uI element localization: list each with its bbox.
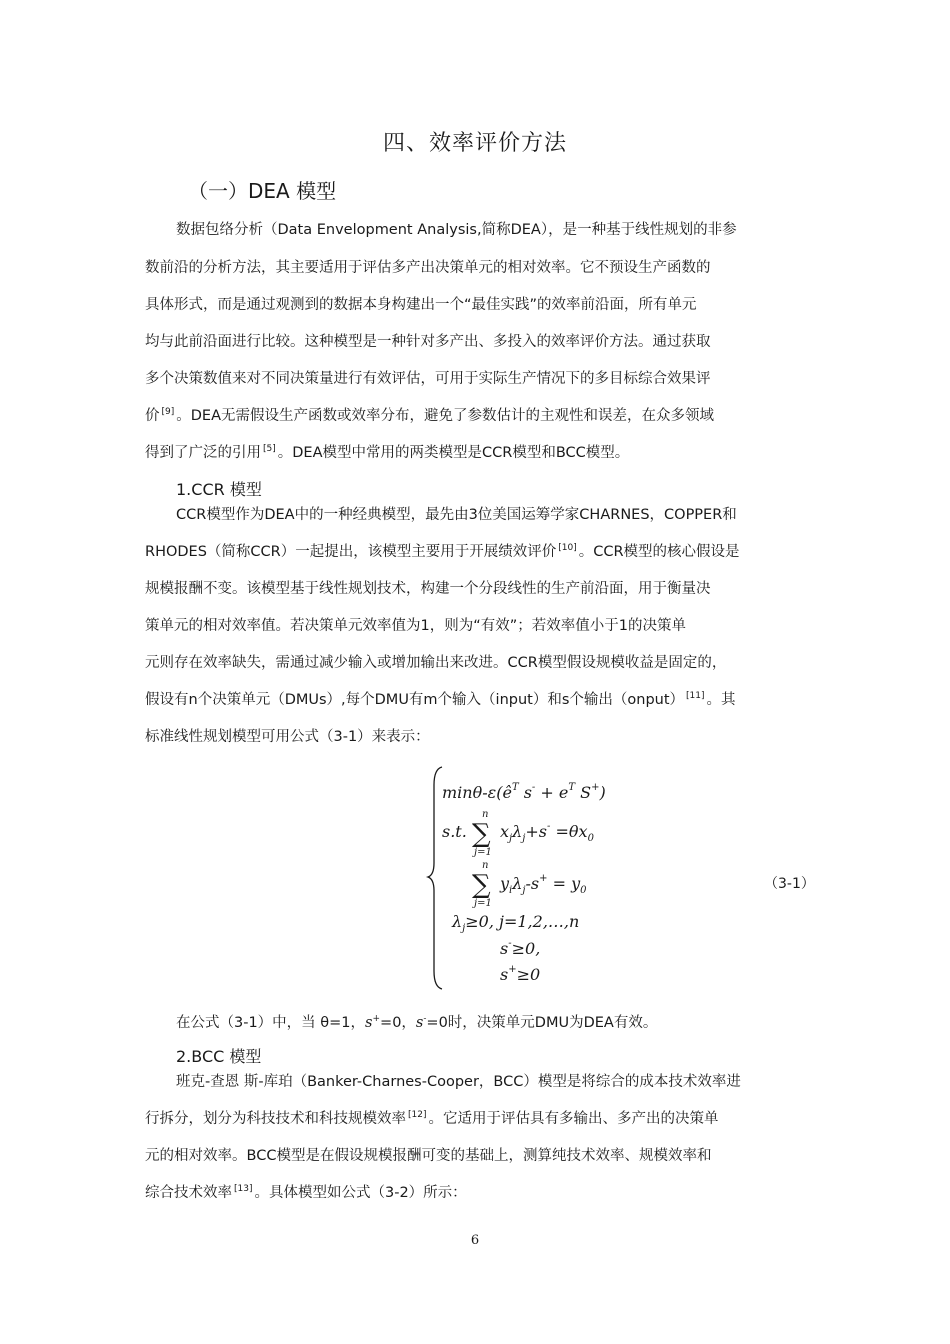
formula-3-1 bbox=[428, 765, 648, 995]
paragraph-line: 策单元的相对效率值。若决策单元效率值为1，则为“有效”；若效率值小于1的决策单 bbox=[145, 618, 686, 634]
paragraph-line: 多个决策数值来对不同决策量进行有效评估，可用于实际生产情况下的多目标综合效果评 bbox=[145, 371, 711, 387]
paragraph-line: 价 [9] 。DEA无需假设生产函数或效率分布，避免了参数估计的主观性和误差，在众多领域 bbox=[145, 407, 714, 424]
citation: [11] bbox=[686, 691, 705, 701]
svg-text:n: n bbox=[482, 809, 489, 820]
sum-symbol: ∑ bbox=[472, 870, 491, 900]
svg-text:j=1: j=1 bbox=[474, 847, 492, 858]
subsection-heading: 1.CCR 模型 bbox=[176, 480, 262, 499]
formula-brace bbox=[428, 767, 442, 989]
paragraph-line: 班克-查恩 斯-库珀（Banker-Charnes-Cooper，BCC）模型是将综合的成本技术效率进 bbox=[176, 1074, 741, 1090]
page-number: 6 bbox=[470, 1233, 480, 1248]
paragraph-line: 在公式（3-1）中，当 θ=1，s+=0，s-=0时，决策单元DMU为DEA有效。 bbox=[176, 1014, 658, 1031]
paragraph-line: 数据包络分析（Data Envelopment Analysis,简称DEA），是一种基于线性规划的非参 bbox=[176, 222, 737, 238]
formula-constraint-4: s-≥0, bbox=[500, 938, 541, 958]
svg-text:j=1: j=1 bbox=[474, 898, 492, 909]
paragraph-line: 标准线性规划模型可用公式（3-1）来表示： bbox=[145, 729, 430, 745]
formula-constraint-3: $\lambda_j\ge 0$, j=1,2,…,n bbox=[452, 912, 580, 934]
paragraph-line: 行拆分，划分为科技技术和科技规模效率 [12] 。它适用于评估具有多输出、多产出的决策单 bbox=[145, 1110, 719, 1127]
svg-text:n: n bbox=[482, 860, 489, 871]
equation-number: （3-1） bbox=[764, 876, 815, 892]
paragraph-line: 均与此前沿面进行比较。这种模型是一种针对多产出、多投入的效率评价方法。通过获取 bbox=[145, 334, 711, 350]
paragraph-line: 具体形式，而是通过观测到的数据本身构建出一个“最佳实践”的效率前沿面，所有单元 bbox=[145, 297, 697, 313]
citation: [9] bbox=[161, 407, 175, 417]
sum-symbol: ∑ bbox=[472, 819, 491, 849]
paragraph-line: 数前沿的分析方法，其主要适用于评估多产出决策单元的相对效率。它不预设生产函数的 bbox=[145, 260, 711, 276]
subsection-heading: 2.BCC 模型 bbox=[176, 1047, 262, 1066]
paragraph-line: 综合技术效率 [13] 。具体模型如公式（3-2）所示： bbox=[145, 1184, 467, 1201]
paragraph-line: 元则存在效率缺失，需通过减少输入或增加输出来改进。CCR模型假设规模收益是固定的， bbox=[145, 655, 727, 671]
paragraph-line: CCR模型作为DEA中的一种经典模型，最先由3位美国运筹学家CHARNES，COPPER和 bbox=[176, 507, 737, 523]
paragraph-line: 得到了广泛的引用 [5] 。DEA模型中常用的两类模型是CCR模型和BCC模型。 bbox=[145, 444, 630, 461]
paragraph-line: 元的相对效率。BCC模型是在假设规模报酬可变的基础上，测算纯技术效率、规模效率和 bbox=[145, 1148, 712, 1164]
paragraph-line: RHODES（简称CCR）一起提出，该模型主要用于开展绩效评价 [10] 。CCR模型的核心假设是 bbox=[145, 543, 740, 560]
citation: [10] bbox=[558, 543, 577, 553]
paragraph-line: 假设有n个决策单元（DMUs）,每个DMU有m个输入（input）和s个输出（onput） [11] 。其 bbox=[145, 691, 736, 708]
citation: [12] bbox=[408, 1110, 427, 1120]
formula-constraint-1: s.t. bbox=[442, 822, 467, 841]
section-heading: （一）DEA 模型 bbox=[188, 179, 337, 203]
formula-constraint-2: $y_i\lambda_j-s^+ = y_0$ bbox=[500, 873, 587, 896]
citation: [13] bbox=[234, 1184, 253, 1194]
svg-text:xjλj+s- =θx0: $x_j\lambda_j+s^- =\theta x_0$ bbox=[500, 821, 594, 844]
citation: [5] bbox=[263, 444, 276, 454]
formula-objective: minθ-$\varepsilon(ê^T$ $s^- + e^T$ S+) bbox=[442, 782, 606, 802]
chapter-heading: 四、效率评价方法 bbox=[382, 131, 567, 156]
paragraph-line: 规模报酬不变。该模型基于线性规划技术，构建一个分段线性的生产前沿面，用于衡量决 bbox=[145, 581, 711, 597]
formula-constraint-5: s+≥0 bbox=[500, 964, 541, 984]
